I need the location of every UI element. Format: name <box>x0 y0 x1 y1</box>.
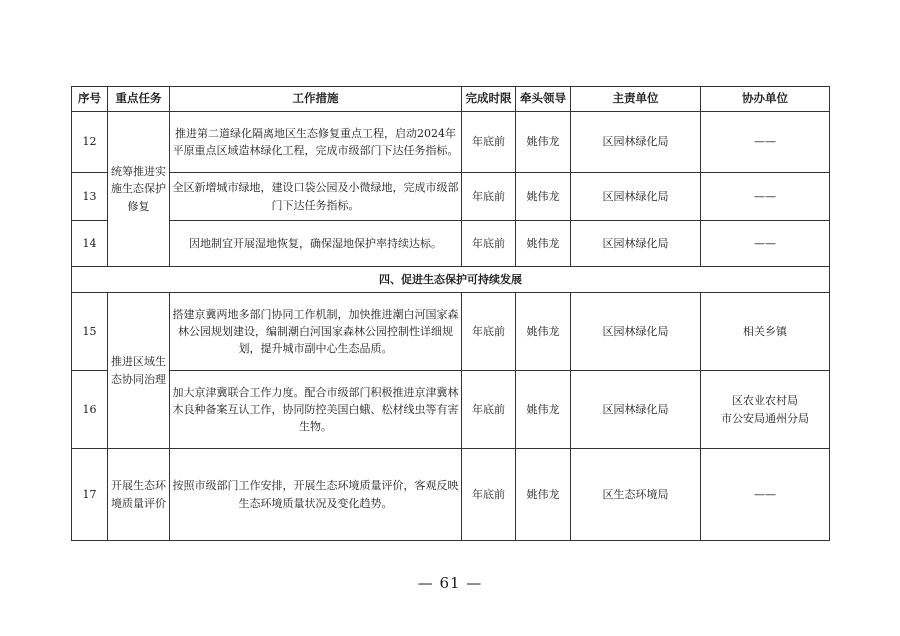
row-number: 12 <box>72 112 108 173</box>
header-row <box>72 87 830 112</box>
lead-unit-cell: 区生态环境局 <box>571 449 701 541</box>
header-leader: 牵头领导 <box>516 87 571 112</box>
table-row <box>72 173 830 221</box>
header-lead-unit: 主责单位 <box>571 87 701 112</box>
measure-cell: 搭建京冀两地多部门协同工作机制，加快推进潮白河国家森林公园规划建设，编制潮白河国家森林公园控制性详细规划，提升城市副中心生态品质。 <box>170 293 462 371</box>
task-table <box>71 86 830 541</box>
task-cell: 推进区域生态协同治理 <box>108 293 170 449</box>
leader-cell: 姚伟龙 <box>516 371 571 449</box>
assist-unit-cell: 相关乡镇 <box>701 293 830 371</box>
assist-unit-line: 区农业农村局 <box>732 394 798 408</box>
lead-unit-cell: 区园林绿化局 <box>571 173 701 221</box>
header-task: 重点任务 <box>108 87 170 112</box>
header-measure: 工作措施 <box>170 87 462 112</box>
task-cell: 开展生态环境质量评价 <box>108 449 170 541</box>
leader-cell: 姚伟龙 <box>516 173 571 221</box>
table-row <box>72 221 830 267</box>
table-row <box>72 449 830 541</box>
table-row <box>72 112 830 173</box>
lead-unit-cell: 区园林绿化局 <box>571 371 701 449</box>
assist-unit-line: 市公安局通州分局 <box>721 411 809 425</box>
measure-cell: 加大京津冀联合工作力度。配合市级部门积极推进京津冀林木良种备案互认工作，协同防控美国白蛾、松材线虫等有害生物。 <box>170 371 462 449</box>
measure-cell: 按照市级部门工作安排，开展生态环境质量评价，客观反映生态环境质量状况及变化趋势。 <box>170 449 462 541</box>
header-assist-unit: 协办单位 <box>701 87 830 112</box>
assist-unit-cell: —— <box>701 221 830 267</box>
deadline-cell: 年底前 <box>462 449 516 541</box>
assist-unit-cell <box>701 371 830 449</box>
row-number: 13 <box>72 173 108 221</box>
assist-unit-cell: —— <box>701 173 830 221</box>
page-number: — 61 — <box>417 574 483 592</box>
leader-cell: 姚伟龙 <box>516 449 571 541</box>
row-number: 15 <box>72 293 108 371</box>
deadline-cell: 年底前 <box>462 173 516 221</box>
row-number: 17 <box>72 449 108 541</box>
deadline-cell: 年底前 <box>462 371 516 449</box>
header-deadline: 完成时限 <box>462 87 516 112</box>
lead-unit-cell: 区园林绿化局 <box>571 293 701 371</box>
leader-cell: 姚伟龙 <box>516 112 571 173</box>
leader-cell: 姚伟龙 <box>516 293 571 371</box>
table-row <box>72 371 830 449</box>
lead-unit-cell: 区园林绿化局 <box>571 112 701 173</box>
deadline-cell: 年底前 <box>462 112 516 173</box>
measure-cell: 因地制宜开展湿地恢复，确保湿地保护率持续达标。 <box>170 221 462 267</box>
section-row <box>72 267 830 293</box>
leader-cell: 姚伟龙 <box>516 221 571 267</box>
section-title: 四、促进生态保护可持续发展 <box>72 267 830 293</box>
deadline-cell: 年底前 <box>462 293 516 371</box>
row-number: 16 <box>72 371 108 449</box>
deadline-cell: 年底前 <box>462 221 516 267</box>
assist-unit-cell: —— <box>701 112 830 173</box>
lead-unit-cell: 区园林绿化局 <box>571 221 701 267</box>
table-row <box>72 293 830 371</box>
task-cell: 统筹推进实施生态保护修复 <box>108 112 170 267</box>
header-num: 序号 <box>72 87 108 112</box>
assist-unit-cell: —— <box>701 449 830 541</box>
measure-cell: 全区新增城市绿地，建设口袋公园及小微绿地，完成市级部门下达任务指标。 <box>170 173 462 221</box>
measure-cell: 推进第二道绿化隔离地区生态修复重点工程，启动2024年平原重点区域造林绿化工程，完成市级部门下达任务指标。 <box>170 112 462 173</box>
row-number: 14 <box>72 221 108 267</box>
